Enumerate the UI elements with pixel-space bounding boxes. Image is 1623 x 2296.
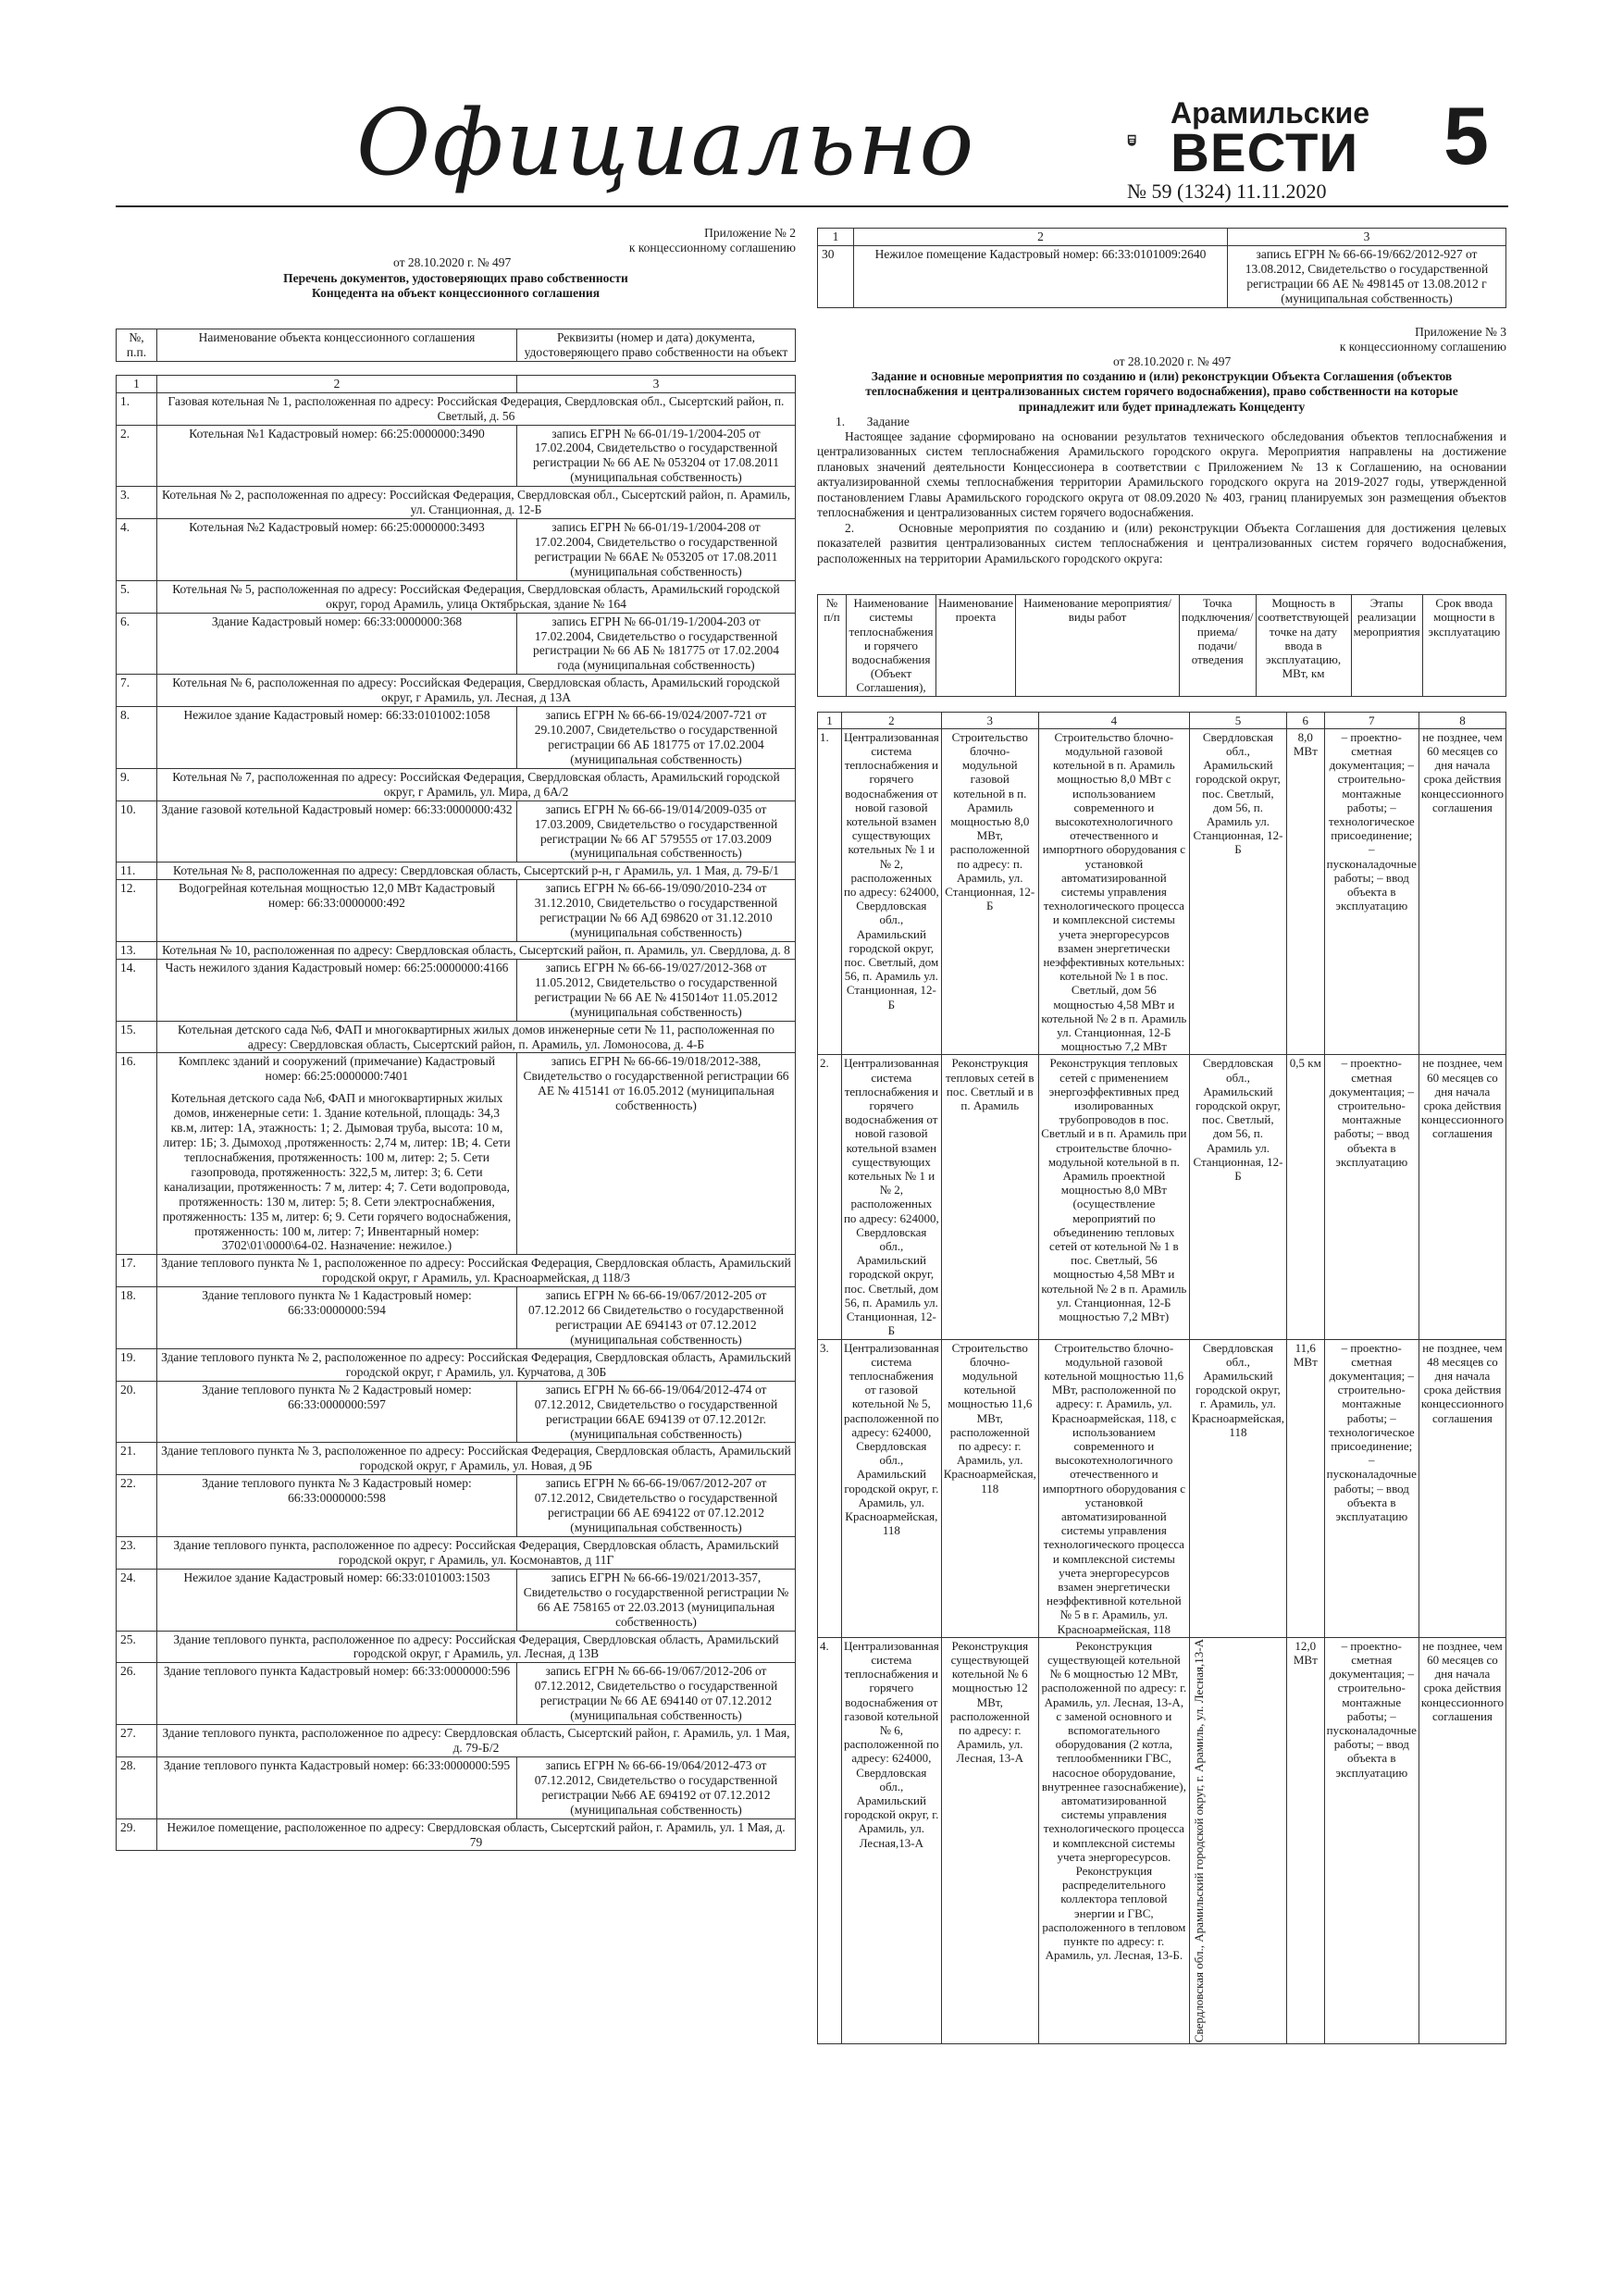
colnum: 2: [854, 229, 1228, 246]
row-number: 18.: [117, 1287, 157, 1349]
annex2-table: [116, 375, 796, 1852]
table-row: [117, 1348, 796, 1381]
issue-number: № 59 (1324) 11.11.2020: [1127, 180, 1327, 203]
document-details: запись ЕГРН № 66-66-19/067/2012-207 от 07.12.2012, Свидетельство о государственной регистрации 66 АЕ 694122 от 07.12.2012 (муниципальная собственность): [517, 1475, 796, 1537]
col-header: Точка подключения/ приема/ подачи/ отведения: [1180, 595, 1257, 696]
row-number: 26.: [117, 1663, 157, 1725]
object-address: Здание теплового пункта, расположенное по адресу: Российская Федерация, Свердловская область, Арамильский городской округ, г Арамиль, ул. Космонавтов, д 11Г: [157, 1537, 796, 1570]
annex2-title1: Перечень документов, удостоверяющих право собственности: [283, 270, 628, 285]
annex2-date: от 28.10.2020 г. № 497: [393, 255, 512, 270]
annex2-title2: Концедента на объект концессионного соглашения: [311, 285, 601, 300]
table-row: [117, 1631, 796, 1663]
row-number: 12.: [117, 880, 157, 942]
table-row: [818, 1339, 1506, 1637]
document-details: запись ЕГРН № 66-66-19/064/2012-474 от 07.12.2012, Свидетельство о государственной регистрации 66АЕ 694139 от 07.12.2012г. (муниципальная собственность): [517, 1381, 796, 1443]
project-name: Реконструкция тепловых сетей в пос. Светлый и в п. Арамиль: [941, 1055, 1038, 1339]
row-number: 19.: [117, 1348, 157, 1381]
annex2-label: Приложение № 2: [704, 226, 796, 240]
object-name-text: Здание Кадастровый номер: 66:33:0000000:368: [211, 614, 463, 628]
col-header: № п/п: [818, 595, 847, 696]
row-number: 17.: [117, 1255, 157, 1287]
object-address: Здание теплового пункта, расположенное по адресу: Российская Федерация, Свердловская область, Арамильский городской округ, г Арамиль, ул. Лесная, д 13В: [157, 1631, 796, 1663]
row-number: 10.: [117, 800, 157, 863]
colnum: 3: [1228, 229, 1506, 246]
col-header-name: Наименование объекта концессионного соглашения: [157, 329, 517, 361]
colnum: 1: [818, 712, 842, 728]
row-number: 24.: [117, 1569, 157, 1631]
row-number: 15.: [117, 1021, 157, 1053]
document-details: запись ЕГРН № 66-01/19-1/2004-205 от 17.02.2004, Свидетельство о государственной регистрации № 66 АЕ № 053204 от 17.08.2011 (муниципальная собственность): [517, 425, 796, 487]
object-name-text: Котельная №1 Кадастровый номер: 66:25:0000000:3490: [189, 426, 485, 441]
row-number: 1.: [117, 392, 157, 425]
object-address: Котельная № 8, расположенная по адресу: Свердловская область, Сысертский р-н, г Арамиль, ул. 1 Мая, д. 79-Б/1: [157, 863, 796, 880]
object-name-text: Комплекс зданий и сооружений (примечание) Кадастровый номер: 66:25:0000000:7401: [178, 1054, 496, 1084]
colnum: 2: [157, 375, 517, 392]
object-name: [157, 880, 517, 942]
object-address: Котельная № 5, расположенная по адресу: Российская Федерация, Свердловская область, Арамильский городской округ, город Арамиль, улица Октябрьская, здание № 164: [157, 580, 796, 613]
col-header: Мощность в соответствующей точке на дату ввода в эксплуатацию, МВт, км: [1256, 595, 1351, 696]
row-number: 21.: [117, 1443, 157, 1475]
document-details: запись ЕГРН № 66-66-19/662/2012-927 от 13.08.2012, Свидетельство о государственной регистрации 66 АЕ № 498145 от 13.08.2012 г (муниципальная собственность): [1228, 245, 1506, 307]
works-description: Реконструкция тепловых сетей с применением энергоэффективных пред изолированных трубопроводов в пос. Светлый и в п. Арамиль при строительстве блочно-модульной котельной в п. Арамиль проектной мощностью 8,0 МВт (осуществление мероприятий по объединению тепловых сетей от котельной № 1 в пос. Светлый, 56 мощностью 4,58 МВт и котельной № 2 в п. Арамиль ул. Станционная, 12-Б мощностью 7,2 МВт): [1038, 1055, 1189, 1339]
object-name: [157, 1663, 517, 1725]
page-number: 5: [1443, 90, 1489, 181]
section1-text: Настоящее задание сформировано на основании результатов технического обследования объектов теплоснабжения и централизованных систем теплоснабжения Арамильского городского округа. Мероприятия направлены на достижение плановых значений деятельности Концессионера в соответствии с Приложением № 13 к Соглашению, на основании актуализированной схемы теплоснабжения территории Арамильского городского округа на 2019-2027 годы, утвержденной постановлением Главы Арамильского городского округа от 08.09.2020 № 403, границ планируемых зон размещения объектов теплоснабжения и централизованных систем горячего водоснабжения.: [817, 428, 1506, 520]
section1-heading: 1. Задание: [836, 414, 910, 428]
table-row: [117, 1663, 796, 1725]
row-number: 7.: [117, 675, 157, 707]
col-header-num: №, п.п.: [117, 329, 157, 361]
table-row: [117, 959, 796, 1021]
stages: – проектно-сметная документация; – строительно-монтажные работы; – технологическое присоединение; – пусконаладочные работы; – ввод объекта в эксплуатацию: [1324, 728, 1419, 1055]
capacity: 0,5 км: [1286, 1055, 1324, 1339]
table-row: [117, 580, 796, 613]
table-row: [117, 1443, 796, 1475]
table-row: [117, 675, 796, 707]
table-row: [117, 425, 796, 487]
annex3-title: Задание и основные мероприятия по созданию и (или) реконструкции Объекта Соглашения (объектов теплоснабжения и централизованных систем горячего водоснабжения), право собственности на которые принадлежит или будет принадлежать Концеденту: [865, 369, 1458, 414]
object-name-text: Нежилое здание Кадастровый номер: 66:33:0101002:1058: [183, 708, 490, 723]
document-details: запись ЕГРН № 66-66-19/090/2010-234 от 31.12.2010, Свидетельство о государственной регистрации № 66 АД 698620 от 31.12.2010 (муниципальная собственность): [517, 880, 796, 942]
connection-point: Свердловская обл., Арамильский городской округ, пос. Светлый, дом 56, п. Арамиль ул. Станционная, 12-Б: [1189, 728, 1286, 1055]
annex3-header-table: [817, 594, 1506, 696]
table-row: [117, 863, 796, 880]
commissioning-term: не позднее, чем 60 месяцев со дня начала срока действия концессионного соглашения: [1419, 1055, 1505, 1339]
col-header: Наименование системы теплоснабжения и горячего водоснабжения (Объект Соглашения),: [847, 595, 936, 696]
stages: – проектно-сметная документация; – строительно-монтажные работы; – ввод объекта в эксплуатацию: [1324, 1055, 1419, 1339]
annex3-label: Приложение № 3: [1415, 324, 1506, 339]
document-details: запись ЕГРН № 66-66-19/064/2012-473 от 07.12.2012, Свидетельство о государственной регистрации №66 АЕ 694192 от 07.12.2012 (муниципальная собственность): [517, 1756, 796, 1818]
colnum: 5: [1189, 712, 1286, 728]
object-name: [157, 1569, 517, 1631]
commissioning-term: не позднее, чем 60 месяцев со дня начала срока действия концессионного соглашения: [1419, 728, 1505, 1055]
object-name: [157, 1381, 517, 1443]
capacity: 8,0 МВт: [1286, 728, 1324, 1055]
row-number: 1.: [818, 728, 842, 1055]
table-row: [117, 519, 796, 581]
object-name: [157, 519, 517, 581]
table-row: [117, 487, 796, 519]
table-row: [117, 1818, 796, 1851]
city-emblem-icon: [1127, 109, 1175, 174]
object-name-text: Часть нежилого здания Кадастровый номер: 66:25:0000000:4166: [165, 960, 509, 974]
table-row: [117, 1569, 796, 1631]
row-number: 5.: [117, 580, 157, 613]
header-rule: [116, 205, 1508, 207]
project-name: Строительство блочно-модульной котельной мощностью 11,6 МВт, расположенной по адресу: г. Арамиль, ул. Красноармейская, 118: [941, 1339, 1038, 1637]
object-name: [157, 425, 517, 487]
table-row: [117, 392, 796, 425]
table-row: [117, 880, 796, 942]
object-address: Газовая котельная № 1, расположенная по адресу: Российская Федерация, Свердловская обл., Сысертский район, п. Светлый, д. 56: [157, 392, 796, 425]
row-number: 9.: [117, 768, 157, 800]
document-details: запись ЕГРН № 66-66-19/067/2012-206 от 07.12.2012, Свидетельство о государственной регистрации № 66 АЕ 694140 от 07.12.2012 (муниципальная собственность): [517, 1663, 796, 1725]
row-number: 2.: [818, 1055, 842, 1339]
document-details: запись ЕГРН № 66-01/19-1/2004-203 от 17.02.2004, Свидетельство о государственной регистрации № 66 АБ № 181775 от 17.02.2004 года (муниципальная собственность): [517, 613, 796, 675]
document-details: запись ЕГРН № 66-66-19/021/2013-357, Свидетельство о государственной регистрации № 66 АЕ 758165 от 22.03.2013 (муниципальная собственность): [517, 1569, 796, 1631]
row-number: 11.: [117, 863, 157, 880]
project-name: Строительство блочно-модульной газовой котельной в п. Арамиль мощностью 8,0 МВт, расположенной по адресу: п. Арамиль, ул. Станционная, 12-Б: [941, 728, 1038, 1055]
row-number: 13.: [117, 941, 157, 959]
table-row: [117, 1725, 796, 1757]
table-row: [117, 1053, 796, 1255]
system-name: Централизованная система теплоснабжения и горячего водоснабжения от новой газовой котельной взамен существующих котельных № 1 и № 2, расположенных по адресу: 624000, Свердловская обл., Арамильский городской округ, пос. Светлый, дом 56, п. Арамиль ул. Станционная, 12-Б: [841, 1055, 941, 1339]
colnum: 6: [1286, 712, 1324, 728]
object-name-text: Здание теплового пункта № 1 Кадастровый номер: 66:33:0000000:594: [202, 1288, 472, 1318]
commissioning-term: не позднее, чем 60 месяцев со дня начала срока действия концессионного соглашения: [1419, 1637, 1505, 2043]
colnum: 1: [818, 229, 854, 246]
object-address: Нежилое помещение, расположенное по адресу: Свердловская область, Сысертский район, г. Арамиль, ул. 1 Мая, д. 79: [157, 1818, 796, 1851]
annex2-section: [116, 226, 796, 1851]
object-address: Здание теплового пункта № 1, расположенное по адресу: Российская Федерация, Свердловская область, Арамильский городской округ, г Арамиль, ул. Красноармейская, д 118/3: [157, 1255, 796, 1287]
row-number: 27.: [117, 1725, 157, 1757]
connection-point-vertical: Свердловская обл., Арамильский городской округ, г. Арамиль, ул. Лесная,13-А: [1191, 1638, 1206, 2042]
table-row: [117, 1021, 796, 1053]
system-name: Централизованная система теплоснабжения и горячего водоснабжения от новой газовой котельной взамен существующих котельных № 1 и № 2, расположенных по адресу: 624000, Свердловская обл., Арамильский городской округ, пос. Светлый, дом 56, п. Арамиль ул. Станционная, 12-Б: [841, 728, 941, 1055]
object-name-text: Нежилое здание Кадастровый номер: 66:33:0101003:1503: [183, 1570, 490, 1584]
object-name-text: Котельная №2 Кадастровый номер: 66:25:0000000:3493: [189, 520, 485, 535]
col-header-doc: Реквизиты (номер и дата) документа, удостоверяющего право собственности на объект: [517, 329, 796, 361]
table-row: [117, 613, 796, 675]
object-address: Здание теплового пункта, расположенное по адресу: Свердловская область, Сысертский район, г. Арамиль, ул. 1 Мая, д. 79-Б/2: [157, 1725, 796, 1757]
annex3-table: [817, 712, 1506, 2044]
annex2-to: к концессионному соглашению: [628, 241, 796, 255]
document-details: запись ЕГРН № 66-01/19-1/2004-208 от 17.02.2004, Свидетельство о государственной регистрации № 66АЕ № 053205 от 17.08.2011 (муниципальная собственность): [517, 519, 796, 581]
row-number: 2.: [117, 425, 157, 487]
section2-text: 2. Основные мероприятия по созданию и (или) реконструкции Объекта Соглашения для достижения целевых показателей развития централизованных систем теплоснабжения и централизованных систем горячего водоснабжения, расположенных на территории Арамильского городского округа:: [817, 520, 1506, 565]
works-description: Строительство блочно-модульной газовой котельной мощностью 11,6 МВт, расположенной по адресу: г. Арамиль, ул. Красноармейская, 118, с использованием современного и высокотехнологичного отечественного и импортного оборудования с установкой автоматизированной системы управления технологического процесса и комплексной системы учета энергоресурсов взамен энергетически неэффективной котельной № 5 в г. Арамиль, ул. Красноармейская, 118: [1038, 1339, 1189, 1637]
col-header: Этапы реализации мероприятия: [1351, 595, 1422, 696]
object-address: Котельная № 7, расположенная по адресу: Российская Федерация, Свердловская область, Арамильский городской округ, г Арамиль, ул. Мира, д 6А/2: [157, 768, 796, 800]
connection-point: Свердловская обл., Арамильский городской округ, г. Арамиль, ул. Красноармейская, 118: [1189, 1339, 1286, 1637]
table-row: [117, 707, 796, 769]
row-number: 4.: [818, 1637, 842, 2043]
row-number: 16.: [117, 1053, 157, 1255]
table-row: [117, 941, 796, 959]
logo-wordmark: ВЕСТИ: [1171, 123, 1359, 183]
object-address: Здание теплового пункта № 2, расположенное по адресу: Российская Федерация, Свердловская область, Арамильский городской округ, г Арамиль, ул. Курчатова, д 30Б: [157, 1348, 796, 1381]
annex2-header-table: [116, 329, 796, 362]
row-number: 14.: [117, 959, 157, 1021]
object-name-text: Здание теплового пункта Кадастровый номер: 66:33:0000000:595: [163, 1757, 511, 1772]
row-number: 22.: [117, 1475, 157, 1537]
document-details: запись ЕГРН № 66-66-19/024/2007-721 от 29.10.2007, Свидетельство о государственной регистрации 66 АБ 181775 от 17.02.2004 (муниципальная собственность): [517, 707, 796, 769]
object-name: [157, 1053, 517, 1255]
object-address: Котельная детского сада №6, ФАП и многоквартирных жилых домов инженерные сети № 11, расположенная по адресу: Свердловская область, Сысертский район, п. Арамиль, ул. Ломоносова, д. 4-Б: [157, 1021, 796, 1053]
annex3-section: [817, 228, 1506, 2044]
col-header: Наименование мероприятия/ виды работ: [1016, 595, 1180, 696]
colnum: 3: [517, 375, 796, 392]
colnum: 8: [1419, 712, 1505, 728]
stages: – проектно-сметная документация; – строительно-монтажные работы; – технологическое присоединение; – пусконаладочные работы; – ввод объекта в эксплуатацию: [1324, 1339, 1419, 1637]
row-number: 4.: [117, 519, 157, 581]
section-title: Официально: [356, 91, 976, 196]
row-number: 3.: [818, 1339, 842, 1637]
object-name-text: Здание теплового пункта № 3 Кадастровый номер: 66:33:0000000:598: [202, 1476, 472, 1506]
object-name-text: Водогрейная котельная мощностью 12,0 МВт Кадастровый номер: 66:33:0000000:492: [178, 881, 495, 911]
annex2-continued-table: [817, 228, 1506, 308]
document-details: запись ЕГРН № 66-66-19/027/2012-368 от 11.05.2012, Свидетельство о государственной регистрации № 66 АЕ № 415014от 11.05.2012 (муниципальная собственность): [517, 959, 796, 1021]
object-name: [157, 1756, 517, 1818]
table-row: [117, 1537, 796, 1570]
object-name: [157, 1475, 517, 1537]
connection-point: Свердловская обл., Арамильский городской округ, пос. Светлый, дом 56, п. Арамиль ул. Станционная, 12-Б: [1189, 1055, 1286, 1339]
table-row: [818, 245, 1506, 307]
object-address: Котельная № 10, расположенная по адресу: Свердловская область, Сысертский район, п. Арамиль, ул. Свердлова, д. 8: [157, 941, 796, 959]
object-note: Котельная детского сада №6, ФАП и многоквартирных жилых домов, инженерные сети: 1. Здание котельной, площадь: 34,3 кв.м, литер: 1А, этажность: 1; 2. Дымовая труба, высота: 10 м, литер: 1Б; 3. Дымоход ,протяженность: 2,74 м, литер: 1В; 4. Сети теплоснабжения, протяженность: 100 м, литер: 2; 5. Сети газопровода, протяженность: 322,5 м, литер: 3; 6. Сети канализации, протяженность: 7 м, литер: 4; 7. Сети водопровода, протяженность: 130 м, литер: 5; 8. Сети электроснабжения, протяженность: 135 м, литер: 6; 9. Сети горячего водоснабжения, протяженность: 100 м, литер: 7; Инвентарный номер: 3702\01\0000\64-02. Назначение: нежилое.): [162, 1091, 512, 1253]
connection-point: [1189, 1637, 1286, 2043]
object-name: Нежилое помещение Кадастровый номер: 66:33:0101009:2640: [854, 245, 1228, 307]
table-row: [117, 1475, 796, 1537]
row-number: 25.: [117, 1631, 157, 1663]
table-row: [818, 728, 1506, 1055]
object-name: [157, 707, 517, 769]
commissioning-term: не позднее, чем 48 месяцев со дня начала срока действия концессионного соглашения: [1419, 1339, 1505, 1637]
system-name: Централизованная система теплоснабжения и горячего водоснабжения от газовой котельной № 6, расположенной по адресу: 624000, Свердловская обл., Арамильский городской округ, г. Арамиль, ул. Лесная,13-А: [841, 1637, 941, 2043]
row-number: 28.: [117, 1756, 157, 1818]
row-number: 29.: [117, 1818, 157, 1851]
colnum: 1: [117, 375, 157, 392]
colnum: 2: [841, 712, 941, 728]
colnum: 7: [1324, 712, 1419, 728]
object-name: [157, 959, 517, 1021]
table-row: [117, 1287, 796, 1349]
object-name: [157, 800, 517, 863]
colnum: 3: [941, 712, 1038, 728]
col-header: Наименование проекта: [936, 595, 1016, 696]
capacity: 12,0 МВт: [1286, 1637, 1324, 2043]
works-description: Строительство блочно-модульной газовой котельной в п. Арамиль мощностью 8,0 МВт с использованием современного и высокотехнологичного отечественного и импортного оборудования с установкой автоматизированной системы управления технологического процесса и комплексной системы учета энергоресурсов взамен энергетически неэффективных котельных: котельной № 1 в пос. Светлый, дом 56 мощностью 4,58 МВт и котельной № 2 в п. Арамиль ул. Станционная, 12-Б мощностью 7,2 МВт: [1038, 728, 1189, 1055]
table-row: [117, 768, 796, 800]
table-row: [818, 1637, 1506, 2043]
stages: – проектно-сметная документация; – строительно-монтажные работы; – пусконаладочные работы; – ввод объекта в эксплуатацию: [1324, 1637, 1419, 2043]
object-name-text: Здание теплового пункта Кадастровый номер: 66:33:0000000:596: [163, 1664, 511, 1679]
annex3-date: от 28.10.2020 г. № 497: [1113, 354, 1232, 368]
table-row: [818, 1055, 1506, 1339]
row-number: 23.: [117, 1537, 157, 1570]
object-name-text: Здание газовой котельной Кадастровый номер: 66:33:0000000:432: [161, 801, 513, 816]
document-details: запись ЕГРН № 66-66-19/018/2012-388, Свидетельство о государственной регистрации 66 АЕ № 415141 от 16.05.2012 (муниципальная собственность): [517, 1053, 796, 1255]
row-number: 30: [818, 245, 854, 307]
system-name: Централизованная система теплоснабжения от газовой котельной № 5, расположенной по адресу: 624000, Свердловская обл., Арамильский городской округ, г. Арамиль, ул. Красноармейская, 118: [841, 1339, 941, 1637]
object-name-text: Здание теплового пункта № 2 Кадастровый номер: 66:33:0000000:597: [202, 1382, 472, 1411]
capacity: 11,6 МВт: [1286, 1339, 1324, 1637]
table-row: [117, 1756, 796, 1818]
object-address: Котельная № 2, расположенная по адресу: Российская Федерация, Свердловская обл., Сысертский район, п. Арамиль, ул. Станционная, д. 12-Б: [157, 487, 796, 519]
document-details: запись ЕГРН № 66-66-19/014/2009-035 от 17.03.2009, Свидетельство о государственной регистрации № 66 АГ 579555 от 17.03.2009 (муниципальная собственность): [517, 800, 796, 863]
object-name: [157, 613, 517, 675]
row-number: 3.: [117, 487, 157, 519]
colnum: 4: [1038, 712, 1189, 728]
object-name: [157, 1287, 517, 1349]
annex3-to: к концессионному соглашению: [1339, 339, 1506, 354]
logo-name: Арамильские: [1171, 96, 1370, 130]
object-address: Здание теплового пункта № 3, расположенное по адресу: Российская Федерация, Свердловская область, Арамильский городской округ, г Арамиль, ул. Новая, д 9Б: [157, 1443, 796, 1475]
row-number: 6.: [117, 613, 157, 675]
object-address: Котельная № 6, расположенная по адресу: Российская Федерация, Свердловская область, Арамильский городской округ, г Арамиль, ул. Лесная, д 13А: [157, 675, 796, 707]
document-details: запись ЕГРН № 66-66-19/067/2012-205 от 07.12.2012 66 Свидетельство о государственной регистрации АЕ 694143 от 07.12.2012 (муниципальная собственность): [517, 1287, 796, 1349]
table-row: [117, 1381, 796, 1443]
table-row: [117, 1255, 796, 1287]
table-row: [117, 800, 796, 863]
project-name: Реконструкция существующей котельной № 6 мощностью 12 МВт, расположенной по адресу: г. Арамиль, ул. Лесная, 13-А: [941, 1637, 1038, 2043]
col-header: Срок ввода мощности в эксплуатацию: [1422, 595, 1505, 696]
row-number: 8.: [117, 707, 157, 769]
works-description: Реконструкция существующей котельной № 6 мощностью 12 МВт, расположенной по адресу: г. Арамиль, ул. Лесная, 13-А, с заменой основного и вспомогательного оборудования (2 котла, теплообменники ГВС, насосное оборудование, внутреннее газоснабжение), автоматизированной системы управления технологического процесса и комплексной системы учета энергоресурсов. Реконструкция распределительного коллектора тепловой энергии и ГВС, расположенного в тепловом пункте по адресу: г. Арамиль, ул. Лесная, 13-Б.: [1038, 1637, 1189, 2043]
row-number: 20.: [117, 1381, 157, 1443]
